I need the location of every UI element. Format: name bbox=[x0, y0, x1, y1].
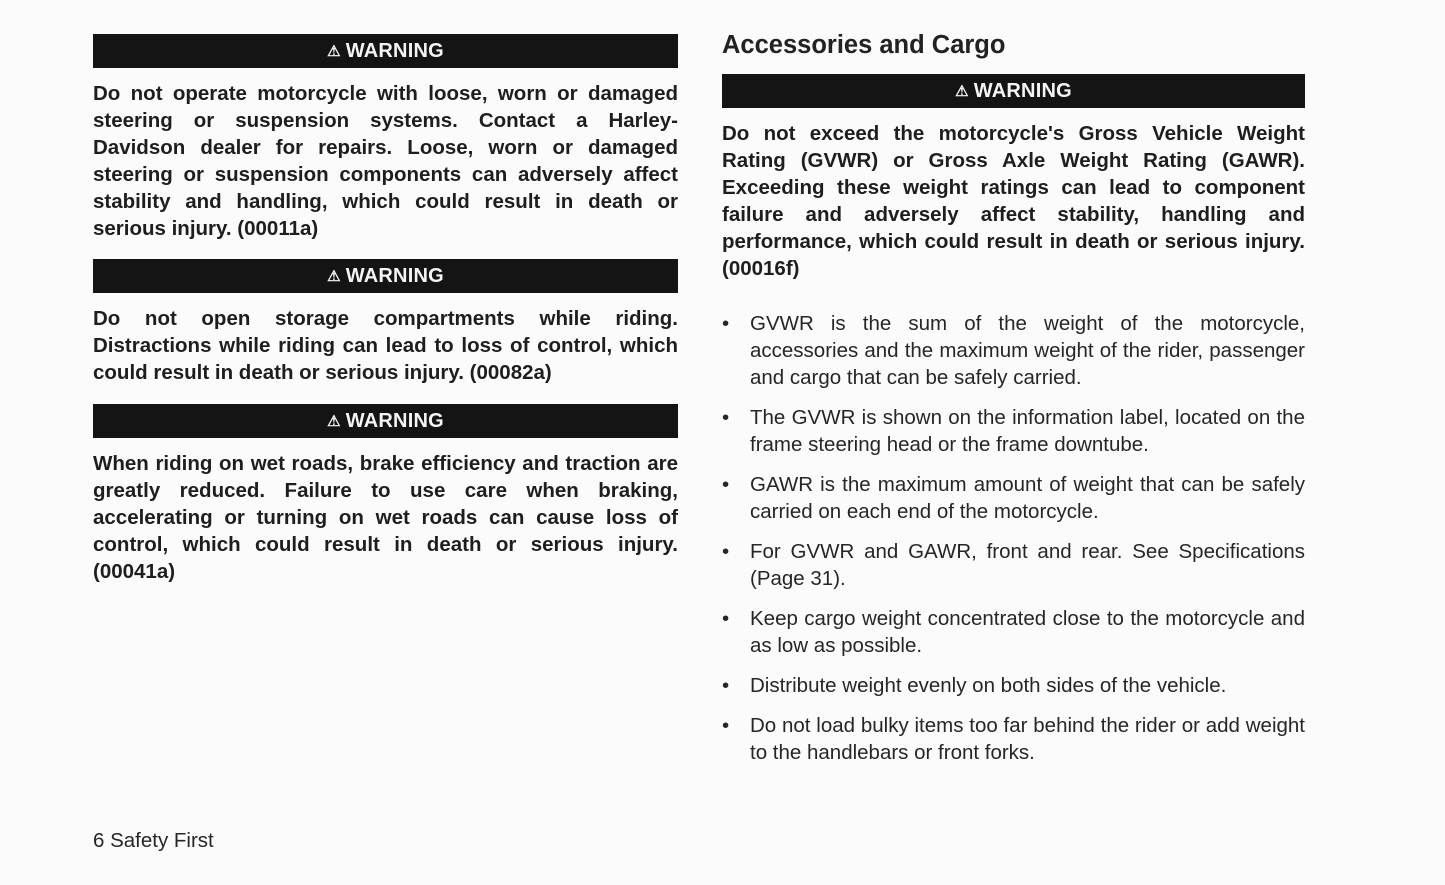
warning-triangle-icon: ⚠ bbox=[327, 268, 341, 285]
list-item bbox=[722, 712, 1305, 766]
bullet-icon: • bbox=[722, 312, 730, 335]
warning-text: Do not open storage compartments while riding. Distractions while riding can lead to loss of control, which could result in death or serious injury. (00082a) bbox=[93, 307, 678, 384]
warning-header-label: WARNING bbox=[345, 410, 444, 432]
bullet-icon: • bbox=[722, 540, 730, 563]
list-item bbox=[722, 471, 1305, 525]
warning-text: Do not exceed the motorcycle's Gross Vehicle Weight Rating (GVWR) or Gross Axle Weight Rating (GAWR). Exceeding these weight ratings can lead to component failure and adversely affect stability, handling and performance, which could result in death or serious injury. (00016f) bbox=[722, 122, 1305, 280]
page-footer: 6 Safety First bbox=[93, 829, 214, 852]
list-item-text: GAWR is the maximum amount of weight that can be safely carried on each end of the motorcycle. bbox=[750, 473, 1305, 523]
warning-header bbox=[93, 259, 678, 293]
bullet-icon: • bbox=[722, 674, 730, 697]
right-column bbox=[722, 28, 1305, 779]
warning-triangle-icon: ⚠ bbox=[327, 43, 341, 60]
list-item bbox=[722, 672, 1305, 699]
warning-text: When riding on wet roads, brake efficiency and traction are greatly reduced. Failure to use care when braking, accelerating or turning on wet roads can cause loss of control, which could result in death or serious injury. (00041a) bbox=[93, 452, 678, 583]
warning-header-label: WARNING bbox=[345, 265, 444, 287]
list-item bbox=[722, 538, 1305, 592]
warning-text: Do not operate motorcycle with loose, worn or damaged steering or suspension systems. Contact a Harley-Davidson dealer for repairs. Loose, worn or damaged steering or suspension components can adversely affect stability and handling, which could result in death or serious injury. (00011a) bbox=[93, 82, 678, 240]
list-item-text: The GVWR is shown on the information label, located on the frame steering head or the frame downtube. bbox=[750, 406, 1305, 456]
bullet-icon: • bbox=[722, 714, 730, 737]
warning-block bbox=[93, 34, 678, 242]
warning-block bbox=[93, 259, 678, 386]
warning-block bbox=[722, 74, 1305, 282]
left-column bbox=[93, 34, 678, 585]
list-item-text: For GVWR and GAWR, front and rear. See Specifications (Page 31). bbox=[750, 540, 1305, 590]
warning-header bbox=[722, 74, 1305, 108]
warning-header-label: WARNING bbox=[973, 80, 1072, 102]
list-item-text: GVWR is the sum of the weight of the motorcycle, accessories and the maximum weight of the rider, passenger and cargo that can be safely carried. bbox=[750, 312, 1305, 389]
warning-triangle-icon: ⚠ bbox=[327, 413, 341, 430]
bullet-icon: • bbox=[722, 607, 730, 630]
list-item bbox=[722, 605, 1305, 659]
section-title: Accessories and Cargo bbox=[722, 31, 1006, 59]
list-item-text: Distribute weight evenly on both sides of the vehicle. bbox=[750, 674, 1227, 697]
warning-header-label: WARNING bbox=[345, 40, 444, 62]
warning-header bbox=[93, 34, 678, 68]
bullet-list bbox=[722, 310, 1305, 766]
list-item bbox=[722, 404, 1305, 458]
warning-block bbox=[93, 404, 678, 585]
list-item bbox=[722, 310, 1305, 391]
bullet-icon: • bbox=[722, 406, 730, 429]
bullet-icon: • bbox=[722, 473, 730, 496]
list-item-text: Do not load bulky items too far behind the rider or add weight to the handlebars or front forks. bbox=[750, 714, 1305, 764]
warning-triangle-icon: ⚠ bbox=[955, 83, 969, 100]
warning-header bbox=[93, 404, 678, 438]
list-item-text: Keep cargo weight concentrated close to the motorcycle and as low as possible. bbox=[750, 607, 1305, 657]
